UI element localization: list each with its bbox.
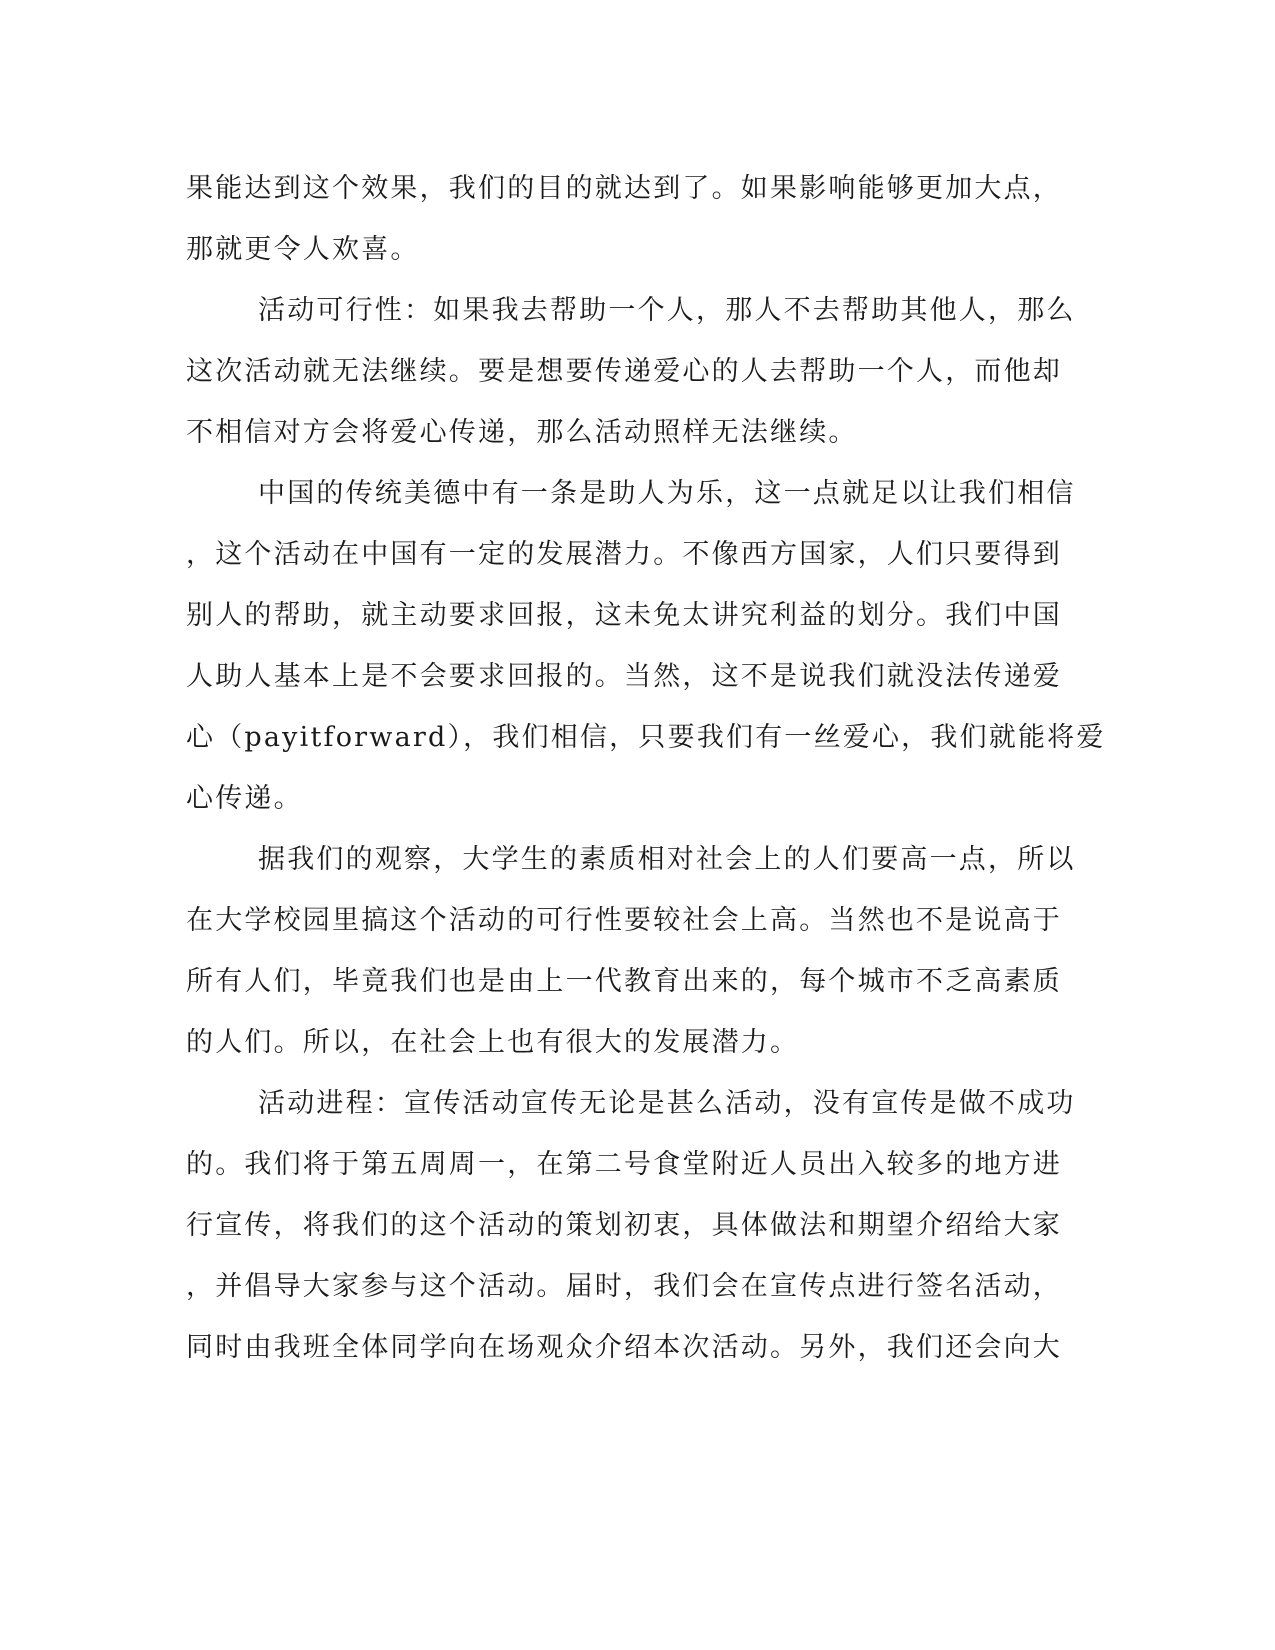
text-line: 活动可行性：如果我去帮助一个人，那人不去帮助其他人，那么: [258, 295, 1076, 326]
text-line: 果能达到这个效果，我们的目的就达到了。如果影响能够更加大点，: [186, 173, 1062, 204]
text-line: 的。我们将于第五周周一，在第二号食堂附近人员出入较多的地方进: [186, 1149, 1062, 1180]
text-line: 中国的传统美德中有一条是助人为乐，这一点就足以让我们相信: [258, 478, 1076, 509]
text-line: 不相信对方会将爱心传递，那么活动照样无法继续。: [186, 417, 858, 448]
document-body: [186, 158, 1106, 1378]
text-line: 行宣传，将我们的这个活动的策划初衷，具体做法和期望介绍给大家: [186, 1210, 1062, 1241]
text-line: 活动进程：宣传活动宣传无论是甚么活动，没有宣传是做不成功: [258, 1088, 1076, 1119]
text-line: 据我们的观察，大学生的素质相对社会上的人们要高一点，所以: [258, 844, 1076, 875]
text-line: ，并倡导大家参与这个活动。届时，我们会在宣传点进行签名活动，: [186, 1271, 1062, 1302]
text-line: 的人们。所以，在社会上也有很大的发展潜力。: [186, 1027, 800, 1058]
text-line: 在大学校园里搞这个活动的可行性要较社会上高。当然也不是说高于: [186, 905, 1062, 936]
text-line: 别人的帮助，就主动要求回报，这未免太讲究利益的划分。我们中国: [186, 600, 1062, 631]
text-line: 所有人们，毕竟我们也是由上一代教育出来的，每个城市不乏高素质: [186, 966, 1062, 997]
text-line: 心传递。: [186, 783, 303, 814]
text-line: 这次活动就无法继续。要是想要传递爱心的人去帮助一个人，而他却: [186, 356, 1062, 387]
text-line: 心（payitforward），我们相信，只要我们有一丝爱心，我们就能将爱: [186, 722, 1106, 753]
text-line: 同时由我班全体同学向在场观众介绍本次活动。另外，我们还会向大: [186, 1332, 1062, 1363]
text-line: 人助人基本上是不会要求回报的。当然，这不是说我们就没法传递爱: [186, 661, 1062, 692]
text-line: 那就更令人欢喜。: [186, 234, 420, 265]
text-line: ，这个活动在中国有一定的发展潜力。不像西方国家，人们只要得到: [186, 539, 1062, 570]
